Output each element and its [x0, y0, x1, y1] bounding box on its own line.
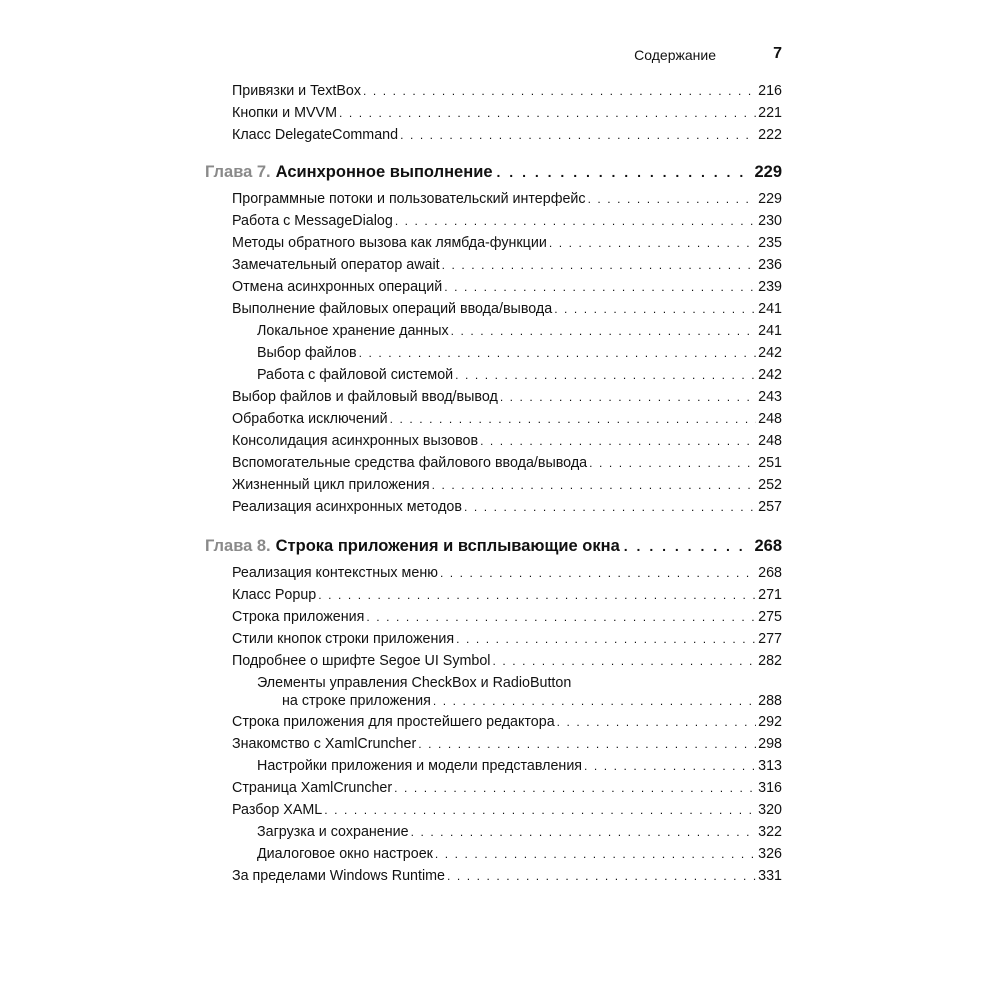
entry-label: Строка приложения — [232, 609, 365, 625]
entry-continuation — [257, 692, 782, 711]
toc-entry[interactable] — [205, 865, 782, 887]
entry-page: 239 — [758, 279, 782, 295]
toc-entry[interactable] — [205, 320, 782, 342]
toc-entry[interactable] — [205, 386, 782, 408]
toc-entry[interactable] — [205, 188, 782, 210]
chapter-title: Строка приложения и всплывающие окна — [275, 537, 620, 555]
toc-entry[interactable] — [205, 777, 782, 799]
dot-leader — [433, 692, 756, 711]
entry-label: Страница XamlCruncher — [232, 780, 393, 796]
toc-entry[interactable] — [205, 843, 782, 865]
dot-leader — [394, 777, 756, 799]
entry-page: 248 — [758, 433, 782, 449]
entry-page: 243 — [758, 389, 782, 405]
entry-page: 229 — [758, 191, 782, 207]
toc-entry[interactable] — [205, 364, 782, 386]
page-number: 7 — [773, 45, 782, 62]
entry-page: 313 — [758, 758, 782, 774]
entry-label: Строка приложения для простейшего редактора — [232, 714, 555, 730]
entry-label: Жизненный цикл приложения — [232, 477, 430, 493]
entry-page: 221 — [758, 105, 782, 121]
entry-label: Выбор файлов и файловый ввод/вывод — [232, 389, 498, 405]
toc-entry[interactable] — [205, 124, 782, 146]
toc-entry[interactable] — [205, 232, 782, 254]
dot-leader — [456, 628, 756, 650]
entry-page: 241 — [758, 323, 782, 339]
dot-leader — [435, 843, 756, 865]
toc-entry[interactable] — [205, 821, 782, 843]
dot-leader — [554, 298, 756, 320]
dot-leader — [464, 496, 756, 518]
entry-page: 316 — [758, 780, 782, 796]
entry-page: 241 — [758, 301, 782, 317]
entry-page: 288 — [758, 693, 782, 709]
dot-leader — [366, 606, 756, 628]
dot-leader — [400, 124, 756, 146]
toc-entry[interactable] — [205, 80, 782, 102]
dot-leader — [497, 159, 751, 185]
toc-entry[interactable] — [205, 799, 782, 821]
entry-label: Класс Popup — [232, 587, 317, 603]
entry-label: Отмена асинхронных операций — [232, 279, 443, 295]
entry-label: Методы обратного вызова как лямбда-функции — [232, 235, 547, 251]
dot-leader — [455, 364, 756, 386]
entry-label: Кнопки и MVVM — [232, 105, 337, 121]
dot-leader — [480, 430, 756, 452]
entry-label: За пределами Windows Runtime — [232, 868, 445, 884]
section-title: Содержание — [634, 47, 716, 63]
toc-entry[interactable] — [205, 408, 782, 430]
dot-leader — [492, 650, 756, 672]
entry-label: Стили кнопок строки приложения — [232, 631, 455, 647]
toc-entry[interactable] — [205, 496, 782, 518]
entry-label: Замечательный оператор await — [232, 257, 440, 273]
entry-label-continuation: на строке приложения — [282, 693, 431, 709]
dot-leader — [411, 821, 757, 843]
chapter-number: Глава 8. — [205, 537, 271, 555]
dot-leader — [624, 533, 751, 559]
entry-page: 252 — [758, 477, 782, 493]
chapter-page: 268 — [754, 537, 782, 555]
dot-leader — [447, 865, 756, 887]
entry-label: Вспомогательные средства файлового ввода/вывода — [232, 455, 588, 471]
entry-label: Обработка исключений — [232, 411, 388, 427]
dot-leader — [588, 188, 757, 210]
toc-entry[interactable] — [205, 650, 782, 672]
dot-leader — [440, 562, 756, 584]
entry-page: 282 — [758, 653, 782, 669]
entry-label: Подробнее о шрифте Segoe UI Symbol — [232, 653, 491, 669]
dot-leader — [500, 386, 756, 408]
entry-page: 248 — [758, 411, 782, 427]
toc-entry[interactable] — [205, 452, 782, 474]
entry-label: Локальное хранение данных — [257, 323, 449, 339]
entry-label: Класс DelegateCommand — [232, 127, 399, 143]
dot-leader — [324, 799, 756, 821]
dot-leader — [451, 320, 757, 342]
entry-label: Программные потоки и пользовательский интерфейс — [232, 191, 586, 207]
dot-leader — [584, 755, 756, 777]
entry-label: Работа с файловой системой — [257, 367, 454, 383]
toc-entry[interactable] — [205, 254, 782, 276]
entry-label: Загрузка и сохранение — [257, 824, 409, 840]
entry-label: Реализация контекстных меню — [232, 565, 438, 581]
toc-entry[interactable] — [205, 562, 782, 584]
dot-leader — [339, 102, 756, 124]
entry-page: 271 — [758, 587, 782, 603]
entry-label: Диалоговое окно настроек — [257, 846, 433, 862]
dot-leader — [418, 733, 756, 755]
toc-entry[interactable] — [205, 430, 782, 452]
toc-entry[interactable] — [205, 755, 782, 777]
entry-label: Реализация асинхронных методов — [232, 499, 462, 515]
dot-leader — [390, 408, 756, 430]
toc-entry[interactable] — [205, 628, 782, 650]
entry-label: Разбор XAML — [232, 802, 323, 818]
toc-entry[interactable] — [205, 210, 782, 232]
dot-leader — [442, 254, 757, 276]
chapter-heading[interactable] — [205, 533, 782, 559]
dot-leader — [395, 210, 756, 232]
entry-page: 331 — [758, 868, 782, 884]
entry-page: 275 — [758, 609, 782, 625]
chapter-page: 229 — [754, 163, 782, 181]
entry-page: 242 — [758, 367, 782, 383]
entry-label: Работа с MessageDialog — [232, 213, 393, 229]
chapter-heading[interactable] — [205, 159, 782, 185]
running-header — [0, 44, 1000, 68]
chapter-title: Асинхронное выполнение — [275, 163, 493, 181]
entry-page: 268 — [758, 565, 782, 581]
entry-page: 292 — [758, 714, 782, 730]
dot-leader — [557, 711, 756, 733]
entry-page: 216 — [758, 83, 782, 99]
dot-leader — [589, 452, 756, 474]
entry-label: Знакомство с XamlCruncher — [232, 736, 417, 752]
entry-page: 320 — [758, 802, 782, 818]
toc-entry[interactable] — [205, 342, 782, 364]
dot-leader — [432, 474, 757, 496]
entry-page: 326 — [758, 846, 782, 862]
entry-page: 222 — [758, 127, 782, 143]
dot-leader — [549, 232, 756, 254]
entry-label: Консолидация асинхронных вызовов — [232, 433, 479, 449]
toc-entry[interactable] — [205, 298, 782, 320]
entry-page: 235 — [758, 235, 782, 251]
dot-leader — [363, 80, 756, 102]
entry-page: 242 — [758, 345, 782, 361]
entry-page: 230 — [758, 213, 782, 229]
entry-label: Настройки приложения и модели представления — [257, 758, 583, 774]
toc-entry[interactable] — [205, 674, 782, 711]
entry-page: 322 — [758, 824, 782, 840]
entry-page: 251 — [758, 455, 782, 471]
entry-label: Выполнение файловых операций ввода/вывода — [232, 301, 553, 317]
toc-entry[interactable] — [205, 584, 782, 606]
toc-entry[interactable] — [205, 102, 782, 124]
toc-entry[interactable] — [205, 276, 782, 298]
entry-page: 257 — [758, 499, 782, 515]
dot-leader — [444, 276, 756, 298]
toc-entry[interactable] — [205, 474, 782, 496]
table-of-contents — [205, 80, 782, 887]
entry-page: 236 — [758, 257, 782, 273]
entry-page: 298 — [758, 736, 782, 752]
entry-page: 277 — [758, 631, 782, 647]
dot-leader — [318, 584, 756, 606]
toc-entry[interactable] — [205, 711, 782, 733]
entry-label: Выбор файлов — [257, 345, 357, 361]
toc-entry[interactable] — [205, 733, 782, 755]
chapter-number: Глава 7. — [205, 163, 271, 181]
toc-entry[interactable] — [205, 606, 782, 628]
entry-label: Привязки и TextBox — [232, 83, 361, 99]
dot-leader — [359, 342, 757, 364]
entry-label: Элементы управления CheckBox и RadioButton — [257, 675, 572, 691]
